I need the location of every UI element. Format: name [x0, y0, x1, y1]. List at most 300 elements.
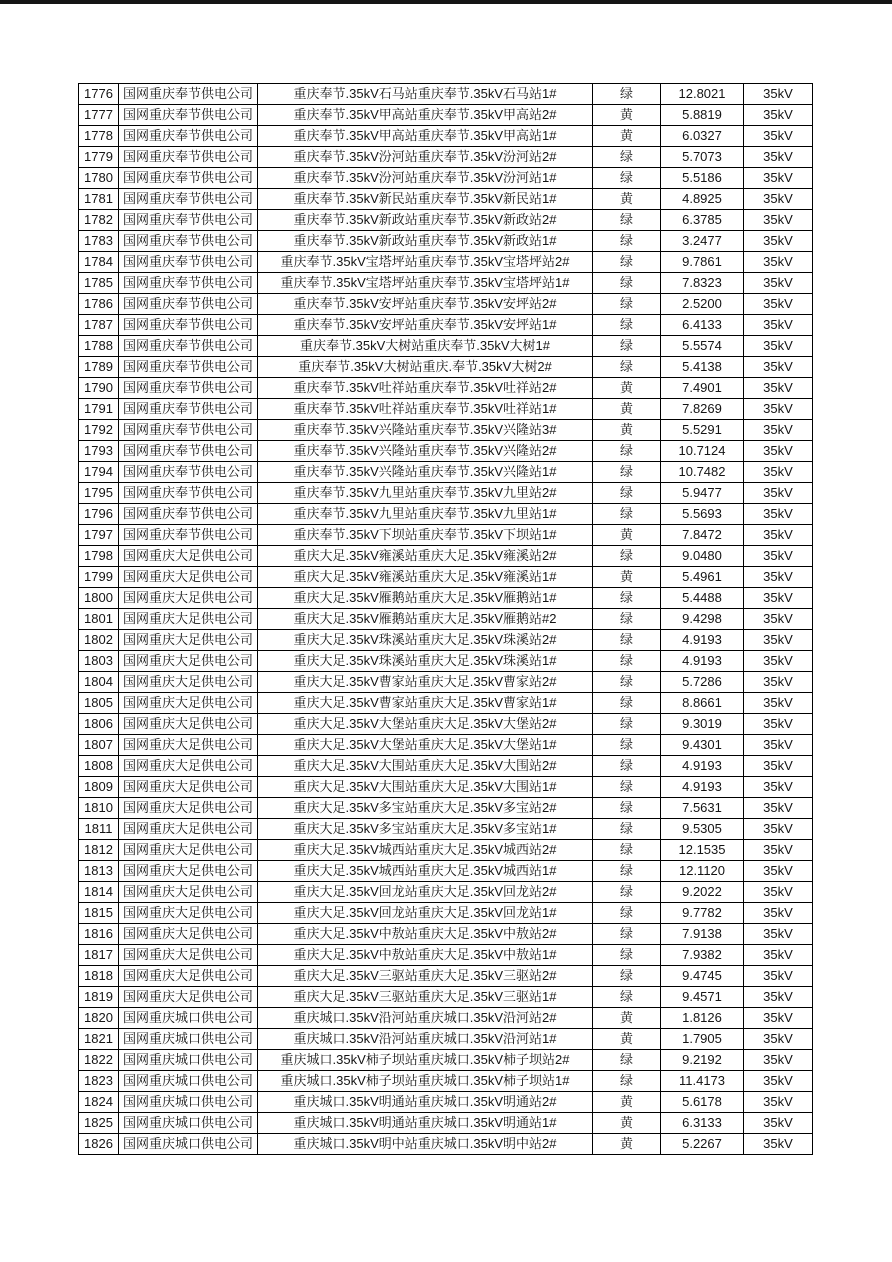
- company-cell: 国网重庆奉节供电公司: [119, 231, 258, 252]
- table-row: [79, 714, 813, 735]
- company-cell: 国网重庆奉节供电公司: [119, 420, 258, 441]
- value-cell: 5.6178: [661, 1092, 744, 1113]
- station-name-cell: 重庆大足.35kV中敖站重庆大足.35kV中敖站2#: [258, 924, 593, 945]
- company-cell: 国网重庆大足供电公司: [119, 840, 258, 861]
- company-cell: 国网重庆大足供电公司: [119, 945, 258, 966]
- value-cell: 10.7124: [661, 441, 744, 462]
- station-name-cell: 重庆奉节.35kV汾河站重庆奉节.35kV汾河站2#: [258, 147, 593, 168]
- row-number-cell: 1784: [79, 252, 119, 273]
- voltage-cell: 35kV: [744, 546, 813, 567]
- status-color-cell: 绿: [593, 1071, 661, 1092]
- voltage-cell: 35kV: [744, 672, 813, 693]
- table-row: [79, 987, 813, 1008]
- row-number-cell: 1781: [79, 189, 119, 210]
- company-cell: 国网重庆大足供电公司: [119, 630, 258, 651]
- station-name-cell: 重庆大足.35kV珠溪站重庆大足.35kV珠溪站1#: [258, 651, 593, 672]
- company-cell: 国网重庆奉节供电公司: [119, 210, 258, 231]
- table-row: [79, 147, 813, 168]
- top-edge-bar: [0, 0, 892, 4]
- status-color-cell: 黄: [593, 399, 661, 420]
- table-row: [79, 84, 813, 105]
- status-color-cell: 绿: [593, 252, 661, 273]
- status-color-cell: 绿: [593, 168, 661, 189]
- value-cell: 9.4571: [661, 987, 744, 1008]
- table-row: [79, 294, 813, 315]
- station-name-cell: 重庆奉节.35kV九里站重庆奉节.35kV九里站1#: [258, 504, 593, 525]
- row-number-cell: 1814: [79, 882, 119, 903]
- value-cell: 9.7861: [661, 252, 744, 273]
- status-color-cell: 绿: [593, 966, 661, 987]
- row-number-cell: 1820: [79, 1008, 119, 1029]
- company-cell: 国网重庆奉节供电公司: [119, 441, 258, 462]
- station-name-cell: 重庆大足.35kV回龙站重庆大足.35kV回龙站1#: [258, 903, 593, 924]
- company-cell: 国网重庆城口供电公司: [119, 1071, 258, 1092]
- voltage-cell: 35kV: [744, 462, 813, 483]
- station-name-cell: 重庆大足.35kV回龙站重庆大足.35kV回龙站2#: [258, 882, 593, 903]
- station-name-cell: 重庆大足.35kV多宝站重庆大足.35kV多宝站2#: [258, 798, 593, 819]
- station-name-cell: 重庆大足.35kV大堡站重庆大足.35kV大堡站2#: [258, 714, 593, 735]
- company-cell: 国网重庆大足供电公司: [119, 609, 258, 630]
- status-color-cell: 绿: [593, 357, 661, 378]
- row-number-cell: 1783: [79, 231, 119, 252]
- value-cell: 5.7286: [661, 672, 744, 693]
- company-cell: 国网重庆城口供电公司: [119, 1050, 258, 1071]
- table-row: [79, 1029, 813, 1050]
- voltage-cell: 35kV: [744, 84, 813, 105]
- row-number-cell: 1813: [79, 861, 119, 882]
- voltage-cell: 35kV: [744, 126, 813, 147]
- status-color-cell: 黄: [593, 567, 661, 588]
- voltage-cell: 35kV: [744, 378, 813, 399]
- status-color-cell: 绿: [593, 462, 661, 483]
- station-name-cell: 重庆奉节.35kV九里站重庆奉节.35kV九里站2#: [258, 483, 593, 504]
- table-row: [79, 609, 813, 630]
- station-name-cell: 重庆奉节.35kV新政站重庆奉节.35kV新政站1#: [258, 231, 593, 252]
- value-cell: 9.2022: [661, 882, 744, 903]
- station-name-cell: 重庆奉节.35kV石马站重庆奉节.35kV石马站1#: [258, 84, 593, 105]
- value-cell: 1.8126: [661, 1008, 744, 1029]
- row-number-cell: 1816: [79, 924, 119, 945]
- station-name-cell: 重庆奉节.35kV兴隆站重庆奉节.35kV兴隆站2#: [258, 441, 593, 462]
- value-cell: 4.9193: [661, 756, 744, 777]
- row-number-cell: 1825: [79, 1113, 119, 1134]
- station-name-cell: 重庆大足.35kV城西站重庆大足.35kV城西站1#: [258, 861, 593, 882]
- value-cell: 12.1120: [661, 861, 744, 882]
- station-name-cell: 重庆大足.35kV雁鹅站重庆大足.35kV雁鹅站1#: [258, 588, 593, 609]
- status-color-cell: 黄: [593, 1008, 661, 1029]
- station-name-cell: 重庆奉节.35kV新民站重庆奉节.35kV新民站1#: [258, 189, 593, 210]
- value-cell: 1.7905: [661, 1029, 744, 1050]
- value-cell: 9.3019: [661, 714, 744, 735]
- status-color-cell: 绿: [593, 777, 661, 798]
- value-cell: 7.9382: [661, 945, 744, 966]
- status-color-cell: 绿: [593, 987, 661, 1008]
- voltage-cell: 35kV: [744, 483, 813, 504]
- station-name-cell: 重庆大足.35kV珠溪站重庆大足.35kV珠溪站2#: [258, 630, 593, 651]
- status-color-cell: 绿: [593, 693, 661, 714]
- table-row: [79, 231, 813, 252]
- table-row: [79, 126, 813, 147]
- table-row: [79, 546, 813, 567]
- status-color-cell: 绿: [593, 84, 661, 105]
- status-color-cell: 绿: [593, 945, 661, 966]
- voltage-cell: 35kV: [744, 651, 813, 672]
- voltage-cell: 35kV: [744, 273, 813, 294]
- voltage-cell: 35kV: [744, 252, 813, 273]
- row-number-cell: 1802: [79, 630, 119, 651]
- table-row: [79, 861, 813, 882]
- voltage-cell: 35kV: [744, 609, 813, 630]
- station-name-cell: 重庆大足.35kV大堡站重庆大足.35kV大堡站1#: [258, 735, 593, 756]
- row-number-cell: 1804: [79, 672, 119, 693]
- status-color-cell: 绿: [593, 840, 661, 861]
- status-color-cell: 绿: [593, 714, 661, 735]
- voltage-cell: 35kV: [744, 882, 813, 903]
- row-number-cell: 1794: [79, 462, 119, 483]
- value-cell: 9.0480: [661, 546, 744, 567]
- voltage-cell: 35kV: [744, 147, 813, 168]
- station-name-cell: 重庆大足.35kV多宝站重庆大足.35kV多宝站1#: [258, 819, 593, 840]
- status-color-cell: 绿: [593, 924, 661, 945]
- value-cell: 5.7073: [661, 147, 744, 168]
- company-cell: 国网重庆大足供电公司: [119, 693, 258, 714]
- table-row: [79, 756, 813, 777]
- value-cell: 9.4745: [661, 966, 744, 987]
- status-color-cell: 黄: [593, 105, 661, 126]
- status-color-cell: 绿: [593, 819, 661, 840]
- status-color-cell: 绿: [593, 504, 661, 525]
- voltage-cell: 35kV: [744, 1113, 813, 1134]
- station-name-cell: 重庆奉节.35kV汾河站重庆奉节.35kV汾河站1#: [258, 168, 593, 189]
- value-cell: 5.8819: [661, 105, 744, 126]
- row-number-cell: 1776: [79, 84, 119, 105]
- station-name-cell: 重庆奉节.35kV兴隆站重庆奉节.35kV兴隆站1#: [258, 462, 593, 483]
- status-color-cell: 绿: [593, 273, 661, 294]
- value-cell: 6.3785: [661, 210, 744, 231]
- table-row: [79, 273, 813, 294]
- company-cell: 国网重庆大足供电公司: [119, 882, 258, 903]
- table-row: [79, 420, 813, 441]
- voltage-cell: 35kV: [744, 210, 813, 231]
- voltage-cell: 35kV: [744, 1134, 813, 1155]
- station-name-cell: 重庆大足.35kV曹家站重庆大足.35kV曹家站1#: [258, 693, 593, 714]
- company-cell: 国网重庆城口供电公司: [119, 1008, 258, 1029]
- table-row: [79, 399, 813, 420]
- row-number-cell: 1796: [79, 504, 119, 525]
- value-cell: 12.1535: [661, 840, 744, 861]
- station-name-cell: 重庆大足.35kV曹家站重庆大足.35kV曹家站2#: [258, 672, 593, 693]
- row-number-cell: 1806: [79, 714, 119, 735]
- company-cell: 国网重庆城口供电公司: [119, 1134, 258, 1155]
- station-name-cell: 重庆大足.35kV中敖站重庆大足.35kV中敖站1#: [258, 945, 593, 966]
- value-cell: 6.3133: [661, 1113, 744, 1134]
- voltage-cell: 35kV: [744, 399, 813, 420]
- value-cell: 6.4133: [661, 315, 744, 336]
- company-cell: 国网重庆奉节供电公司: [119, 84, 258, 105]
- row-number-cell: 1822: [79, 1050, 119, 1071]
- table-body: [79, 84, 813, 1155]
- company-cell: 国网重庆奉节供电公司: [119, 315, 258, 336]
- station-name-cell: 重庆奉节.35kV宝塔坪站重庆奉节.35kV宝塔坪站1#: [258, 273, 593, 294]
- row-number-cell: 1793: [79, 441, 119, 462]
- status-color-cell: 黄: [593, 1134, 661, 1155]
- voltage-cell: 35kV: [744, 231, 813, 252]
- table-row: [79, 378, 813, 399]
- voltage-cell: 35kV: [744, 756, 813, 777]
- company-cell: 国网重庆大足供电公司: [119, 735, 258, 756]
- value-cell: 5.5693: [661, 504, 744, 525]
- status-color-cell: 绿: [593, 336, 661, 357]
- value-cell: 11.4173: [661, 1071, 744, 1092]
- voltage-cell: 35kV: [744, 294, 813, 315]
- voltage-cell: 35kV: [744, 588, 813, 609]
- row-number-cell: 1778: [79, 126, 119, 147]
- row-number-cell: 1811: [79, 819, 119, 840]
- voltage-cell: 35kV: [744, 798, 813, 819]
- value-cell: 5.2267: [661, 1134, 744, 1155]
- table-row: [79, 588, 813, 609]
- table-row: [79, 1050, 813, 1071]
- row-number-cell: 1792: [79, 420, 119, 441]
- voltage-cell: 35kV: [744, 504, 813, 525]
- table-row: [79, 651, 813, 672]
- table-row: [79, 630, 813, 651]
- company-cell: 国网重庆大足供电公司: [119, 777, 258, 798]
- row-number-cell: 1821: [79, 1029, 119, 1050]
- station-name-cell: 重庆城口.35kV明中站重庆城口.35kV明中站2#: [258, 1134, 593, 1155]
- row-number-cell: 1790: [79, 378, 119, 399]
- table-row: [79, 441, 813, 462]
- table-row: [79, 252, 813, 273]
- row-number-cell: 1789: [79, 357, 119, 378]
- status-color-cell: 黄: [593, 1029, 661, 1050]
- company-cell: 国网重庆大足供电公司: [119, 861, 258, 882]
- voltage-cell: 35kV: [744, 840, 813, 861]
- table-row: [79, 210, 813, 231]
- status-color-cell: 绿: [593, 651, 661, 672]
- table-row: [79, 777, 813, 798]
- value-cell: 7.4901: [661, 378, 744, 399]
- voltage-cell: 35kV: [744, 105, 813, 126]
- value-cell: 7.9138: [661, 924, 744, 945]
- row-number-cell: 1815: [79, 903, 119, 924]
- row-number-cell: 1818: [79, 966, 119, 987]
- table-row: [79, 945, 813, 966]
- row-number-cell: 1777: [79, 105, 119, 126]
- row-number-cell: 1808: [79, 756, 119, 777]
- row-number-cell: 1797: [79, 525, 119, 546]
- value-cell: 9.4298: [661, 609, 744, 630]
- row-number-cell: 1809: [79, 777, 119, 798]
- voltage-cell: 35kV: [744, 966, 813, 987]
- row-number-cell: 1824: [79, 1092, 119, 1113]
- table-row: [79, 336, 813, 357]
- value-cell: 9.7782: [661, 903, 744, 924]
- voltage-cell: 35kV: [744, 420, 813, 441]
- voltage-cell: 35kV: [744, 861, 813, 882]
- power-station-table: [78, 83, 813, 1155]
- row-number-cell: 1812: [79, 840, 119, 861]
- company-cell: 国网重庆奉节供电公司: [119, 105, 258, 126]
- station-name-cell: 重庆城口.35kV柿子坝站重庆城口.35kV柿子坝站1#: [258, 1071, 593, 1092]
- voltage-cell: 35kV: [744, 441, 813, 462]
- station-name-cell: 重庆奉节.35kV下坝站重庆奉节.35kV下坝站1#: [258, 525, 593, 546]
- value-cell: 7.8323: [661, 273, 744, 294]
- table-row: [79, 882, 813, 903]
- status-color-cell: 绿: [593, 672, 661, 693]
- company-cell: 国网重庆大足供电公司: [119, 819, 258, 840]
- value-cell: 9.5305: [661, 819, 744, 840]
- value-cell: 5.5574: [661, 336, 744, 357]
- station-name-cell: 重庆城口.35kV沿河站重庆城口.35kV沿河站1#: [258, 1029, 593, 1050]
- table-row: [79, 924, 813, 945]
- table-row: [79, 840, 813, 861]
- table-row: [79, 1071, 813, 1092]
- company-cell: 国网重庆奉节供电公司: [119, 357, 258, 378]
- voltage-cell: 35kV: [744, 189, 813, 210]
- station-name-cell: 重庆奉节.35kV甲高站重庆奉节.35kV甲高站1#: [258, 126, 593, 147]
- status-color-cell: 绿: [593, 882, 661, 903]
- company-cell: 国网重庆大足供电公司: [119, 546, 258, 567]
- row-number-cell: 1786: [79, 294, 119, 315]
- station-name-cell: 重庆城口.35kV沿河站重庆城口.35kV沿河站2#: [258, 1008, 593, 1029]
- voltage-cell: 35kV: [744, 903, 813, 924]
- voltage-cell: 35kV: [744, 1092, 813, 1113]
- table-row: [79, 966, 813, 987]
- station-name-cell: 重庆奉节.35kV宝塔坪站重庆奉节.35kV宝塔坪站2#: [258, 252, 593, 273]
- voltage-cell: 35kV: [744, 924, 813, 945]
- value-cell: 4.8925: [661, 189, 744, 210]
- value-cell: 4.9193: [661, 651, 744, 672]
- voltage-cell: 35kV: [744, 1008, 813, 1029]
- company-cell: 国网重庆奉节供电公司: [119, 399, 258, 420]
- row-number-cell: 1807: [79, 735, 119, 756]
- company-cell: 国网重庆奉节供电公司: [119, 126, 258, 147]
- status-color-cell: 绿: [593, 861, 661, 882]
- company-cell: 国网重庆奉节供电公司: [119, 252, 258, 273]
- status-color-cell: 绿: [593, 630, 661, 651]
- row-number-cell: 1782: [79, 210, 119, 231]
- value-cell: 5.4138: [661, 357, 744, 378]
- company-cell: 国网重庆大足供电公司: [119, 798, 258, 819]
- status-color-cell: 绿: [593, 588, 661, 609]
- station-name-cell: 重庆奉节.35kV兴隆站重庆奉节.35kV兴隆站3#: [258, 420, 593, 441]
- station-name-cell: 重庆大足.35kV雍溪站重庆大足.35kV雍溪站1#: [258, 567, 593, 588]
- row-number-cell: 1817: [79, 945, 119, 966]
- voltage-cell: 35kV: [744, 1029, 813, 1050]
- status-color-cell: 绿: [593, 483, 661, 504]
- station-name-cell: 重庆大足.35kV城西站重庆大足.35kV城西站2#: [258, 840, 593, 861]
- voltage-cell: 35kV: [744, 777, 813, 798]
- voltage-cell: 35kV: [744, 357, 813, 378]
- value-cell: 7.8472: [661, 525, 744, 546]
- voltage-cell: 35kV: [744, 525, 813, 546]
- status-color-cell: 绿: [593, 798, 661, 819]
- value-cell: 5.4488: [661, 588, 744, 609]
- value-cell: 7.8269: [661, 399, 744, 420]
- station-name-cell: 重庆奉节.35kV吐祥站重庆奉节.35kV吐祥站1#: [258, 399, 593, 420]
- table-row: [79, 315, 813, 336]
- station-name-cell: 重庆大足.35kV大围站重庆大足.35kV大围站2#: [258, 756, 593, 777]
- value-cell: 9.4301: [661, 735, 744, 756]
- status-color-cell: 绿: [593, 546, 661, 567]
- company-cell: 国网重庆奉节供电公司: [119, 504, 258, 525]
- status-color-cell: 黄: [593, 126, 661, 147]
- company-cell: 国网重庆大足供电公司: [119, 714, 258, 735]
- table-row: [79, 105, 813, 126]
- company-cell: 国网重庆大足供电公司: [119, 924, 258, 945]
- row-number-cell: 1800: [79, 588, 119, 609]
- station-name-cell: 重庆大足.35kV三驱站重庆大足.35kV三驱站2#: [258, 966, 593, 987]
- status-color-cell: 绿: [593, 210, 661, 231]
- value-cell: 5.4961: [661, 567, 744, 588]
- table-row: [79, 693, 813, 714]
- value-cell: 4.9193: [661, 630, 744, 651]
- company-cell: 国网重庆大足供电公司: [119, 756, 258, 777]
- company-cell: 国网重庆大足供电公司: [119, 903, 258, 924]
- table-row: [79, 798, 813, 819]
- value-cell: 10.7482: [661, 462, 744, 483]
- company-cell: 国网重庆大足供电公司: [119, 588, 258, 609]
- row-number-cell: 1826: [79, 1134, 119, 1155]
- company-cell: 国网重庆大足供电公司: [119, 651, 258, 672]
- status-color-cell: 黄: [593, 525, 661, 546]
- company-cell: 国网重庆大足供电公司: [119, 966, 258, 987]
- table-row: [79, 1092, 813, 1113]
- company-cell: 国网重庆奉节供电公司: [119, 147, 258, 168]
- value-cell: 3.2477: [661, 231, 744, 252]
- status-color-cell: 黄: [593, 378, 661, 399]
- table-row: [79, 504, 813, 525]
- row-number-cell: 1805: [79, 693, 119, 714]
- row-number-cell: 1780: [79, 168, 119, 189]
- status-color-cell: 绿: [593, 147, 661, 168]
- value-cell: 5.5186: [661, 168, 744, 189]
- row-number-cell: 1795: [79, 483, 119, 504]
- voltage-cell: 35kV: [744, 945, 813, 966]
- value-cell: 12.8021: [661, 84, 744, 105]
- value-cell: 5.9477: [661, 483, 744, 504]
- company-cell: 国网重庆奉节供电公司: [119, 189, 258, 210]
- company-cell: 国网重庆大足供电公司: [119, 672, 258, 693]
- value-cell: 7.5631: [661, 798, 744, 819]
- table-row: [79, 483, 813, 504]
- voltage-cell: 35kV: [744, 630, 813, 651]
- station-name-cell: 重庆大足.35kV三驱站重庆大足.35kV三驱站1#: [258, 987, 593, 1008]
- company-cell: 国网重庆奉节供电公司: [119, 294, 258, 315]
- company-cell: 国网重庆奉节供电公司: [119, 525, 258, 546]
- table-row: [79, 903, 813, 924]
- station-name-cell: 重庆奉节.35kV吐祥站重庆奉节.35kV吐祥站2#: [258, 378, 593, 399]
- table-row: [79, 735, 813, 756]
- voltage-cell: 35kV: [744, 735, 813, 756]
- status-color-cell: 绿: [593, 1050, 661, 1071]
- status-color-cell: 绿: [593, 609, 661, 630]
- table-row: [79, 1134, 813, 1155]
- company-cell: 国网重庆城口供电公司: [119, 1113, 258, 1134]
- status-color-cell: 绿: [593, 294, 661, 315]
- status-color-cell: 绿: [593, 903, 661, 924]
- row-number-cell: 1798: [79, 546, 119, 567]
- voltage-cell: 35kV: [744, 1071, 813, 1092]
- status-color-cell: 绿: [593, 756, 661, 777]
- status-color-cell: 绿: [593, 231, 661, 252]
- table-row: [79, 672, 813, 693]
- status-color-cell: 黄: [593, 189, 661, 210]
- company-cell: 国网重庆大足供电公司: [119, 987, 258, 1008]
- company-cell: 国网重庆奉节供电公司: [119, 273, 258, 294]
- table-row: [79, 1008, 813, 1029]
